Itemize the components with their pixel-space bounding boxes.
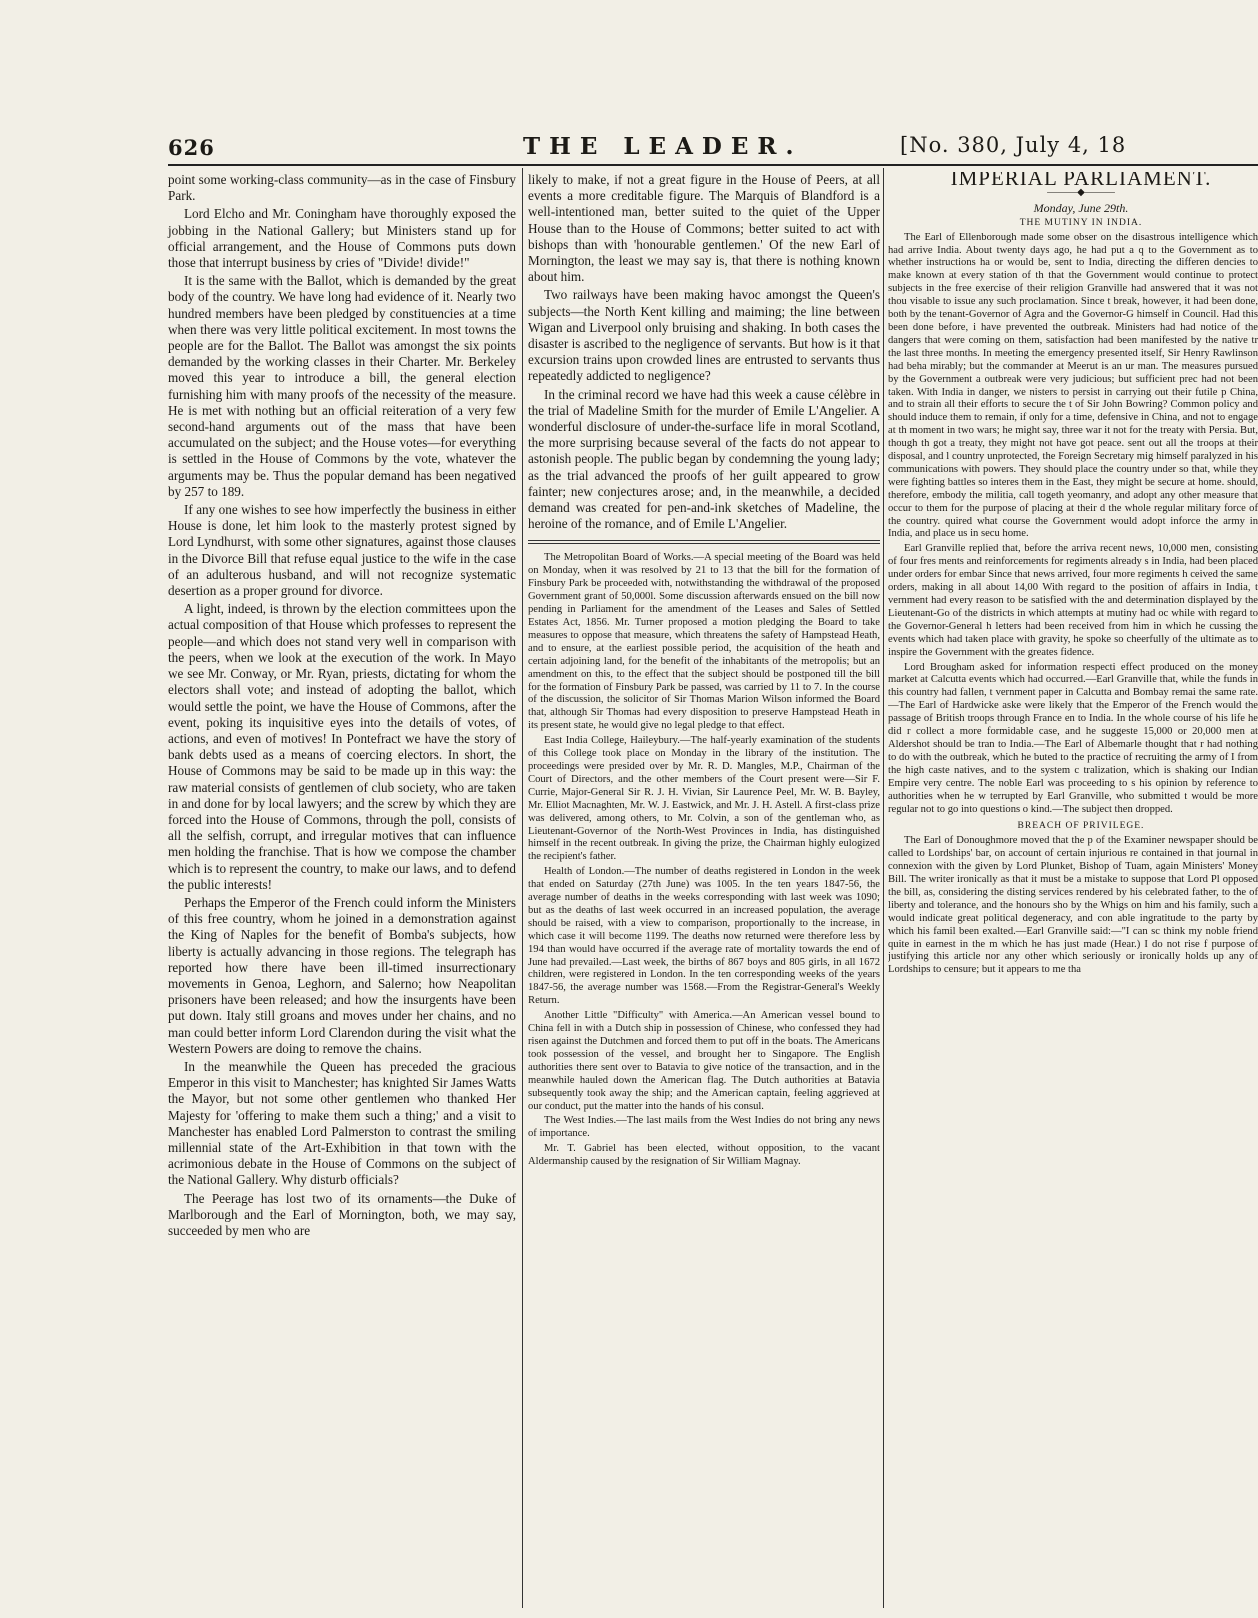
paragraph: point some working-class community—as in the case of Finsbury Park. [168,172,516,204]
news-item: The West Indies.—The last mails from the West Indies do not bring any news of importance. [528,1115,880,1140]
news-item: Another Little "Difficulty" with America.—An American vessel bound to China fell in with a Dutch ship in possession of Chinese, who confessed they had risen against the Dutchmen and forced them to put off in the boats. The Americans took possession of the vessel, and brought her to Singapore. The English authorities there sent over to Batavia to give notice of the transaction, and in the meanwhile hauled down the American flag. The Dutch authorities at Batavia subsequently took away the ship; and the American captain, feeling aggrieved at our conduct, put the matter into the hands of his consul. [528,1010,880,1112]
paragraph: A light, indeed, is thrown by the election committees upon the actual composition of that House which professes to represent the people—and which does not stand very well in comparison with the peers, when we look at the execution of the work. In Mayo we see Mr. Conway, or Mr. Ryan, priests, dictating for whom the electors shall vote; and instead of adopting the ballot, which would settle the point, we have the House of Commons, after the event, poking its inquisitive eyes into the details of votes, of actions, and even of motives! In Pontefract we have the story of bank debts used as a means of coercing electors. In short, the House of Commons may be said to be made up in this way: the raw material consists of gentlemen of club society, who are taken in and done for by local lawyers; and the screw by which they are forced into the House of Commons, through the poll, consists of all the selfish, corrupt, and irregular motives that can influence men holding the franchise. That is how we compose the chamber which is to represent the country, to make our laws, and to defend the public interests! [168,601,516,892]
news-item: East India College, Haileybury.—The half-yearly examination of the students of this College took place on Monday in the library of the institution. The proceedings were presided over by Mr. R. D. Mangles, M.P., Chairman of the Court of Directors, and the other members of the Court present were—Sir F. Currie, Major-General Sir R. J. H. Vivian, Sir Laurence Peel, Mr. W. B. Bayley, Mr. Elliot Macnaghten, Mr. W. J. Eastwick, and Mr. J. H. Astell. A first-class prize was delivered, among others, to Mr. Colvin, a son of the gentleman who, as Lieutenant-Governor of the North-West Provinces in India, has distinguished himself in the recent outbreak. In giving the prize, the Chairman highly eulogized the recipient's father. [528,735,880,863]
issue-info: [No. 380, July 4, 18 [900,133,1127,157]
paragraph: The Earl of Ellenborough made some obser on the disastrous intelligence which had arrive India. About twenty days ago, he had put a q to the Government as to whether instructions ha or would be, sent to India, directing the differen dencies to make known at every station of th that the Government would continue to protect subjects in the free exercise of their religion Granville had answered that it was not thou visable to issue any such proclamation. Since t break, however, it had been done, both by the tenant-Governor of Agra and the Governor-G himself in Council. Had this been done before, i have prevented the outbreak. Ministers had had notice of the dangers that were coming on them, satisfaction had been manifested by the native tr the last three months. In meeting the emergency presented itself, Sir Henry Rawlinson had beha mirably; but the commander at Meerut is an ur man. The measures pursued by the Government a outbreak were very judicious; but sufficient prec had not been taken. With India in danger, we nisters to persist in carrying out their futile p China, and to strain all their efforts to secure the t of Sir John Bowring? Common policy and should induce them to remain, if only for a time, defensive in China, and not to engage at th moment in two wars; he might say, three war it not for the treaty with Persia. But, though th got a treaty, they might not have got peace. sent out all the troops at their disposal, and l country unprotected, the Foreign Secretary mig himself paralyzed in his communications with powers. They should place the country under so that, while they were fighting battles so interes them in the East, they might be secure at home. should, therefore, embody the militia, call togeth yeomanry, and adopt any other measure that occur to them for the purpose of placing at their d the whole regular military force of the country. quired what course the Government would adopt inforce the army in India, and place us in secu home. [888,231,1258,540]
news-notes [528,552,880,1169]
section-subheading: THE MUTINY IN INDIA. [1019,217,1143,228]
news-item: The Metropolitan Board of Works.—A special meeting of the Board was held on Monday, when it was resolved by 21 to 13 that the bill for the formation of Finsbury Park be proceeded with, notwithstanding the withdrawal of the proposed Government grant of 50,000l. Some discussion afterwards ensued on the bill now pending in Parliament for the amendment of the Leases and Sales of Settled Estates Act, 1856. Mr. Turner proposed a motion pledging the Board to take measures to oppose that measure, which threatens the safety of Hampstead Heath, and to ensure, at the earliest possible period, the acquisition of the heath and certain adjoining land, for the benefit of the inhabitants of the metropolis; but an amendment on this, to the effect that the subject should be postponed till the bill for the formation of Finsbury Park be passed, was carried by 11 to 7. In the course of the discussion, the solicitor of Sir Thomas Marion Wilson informed the Board that, although Sir Thomas had every disposition to preserve Hampstead Heath in its present state, he would give no legal pledge to that effect. [528,552,880,732]
paragraph: Lord Elcho and Mr. Coningham have thoroughly exposed the jobbing in the National Gallery; but Ministers stand up for official arrangement, and the House of Commons puts down those that interrupt business by cries of "Divide! divide!" [168,206,516,271]
editorial-continued [528,172,880,532]
paragraph: Lord Brougham asked for information respecti effect produced on the money market at Calcutta events which had occurred.—Earl Granville that, while the funds in this country had fallen, t vernment paper in Calcutta and Bombay remai the same rate.—The Earl of Hardwicke aske were likely that the Emperor of the French would the passage of British troops through France en to India. In the whole course of his life he did r collect a more formidable case, and he suggeste 15,000 or 20,000 men at Aldershot should be tran to India.—The Earl of Albemarle thought that r had nothing to do with the outbreak, which he buted to the practice of recruiting the army of I from the high caste natives, and to the system c tralization, which is shaking our Indian Empire very centre. The noble Earl was proceeding to s his opinion by reference to authorities when he w terrupted by Earl Granville, who submitted t would be more regular not to go into questions o kind.—The subject then dropped. [888,661,1258,815]
masthead: THE LEADER. [523,133,803,160]
paragraph: It is the same with the Ballot, which is demanded by the great body of the country. We have long had evidence of it. Nearly two hundred members have been pledged by constituencies at a time when there was very little political excitement. In most towns the people are for the Ballot. The Ballot was amongst the six points demanded by the working classes in their Charter. Mr. Berkeley moved this year to introduce a bill, the general election furnishing him with many proofs of the necessity of the measure. He is met with nothing but an official reiteration of a very few second-hand arguments out of the mass that have been accumulated on the subject; and the House votes—for everything is settled in the House of Commons by the vote, whatever the arguments may be. Thus the popular demand has been negatived by 257 to 189. [168,273,516,499]
column-middle [528,172,880,1171]
column-divider [883,168,884,1608]
page-header [168,131,1258,165]
paragraph: In the criminal record we have had this week a cause célèbre in the trial of Madeline Smith for the murder of Emile L'Angelier. A wonderful disclosure of under-the-surface life in moral Scotland, the more surprising because several of the facts do not appear to astonish people. The public began by condemning the young lady; as the trial advanced the proofs of her guilt appeared to grow fainter; new conjectures arose; and, in the meanwhile, a decided demand was created for pen-and-ink sketches of Madeline, the heroine of the romance, and of Emile L'Angelier. [528,386,880,532]
column-divider [522,168,523,1608]
paragraph: The Earl of Donoughmore moved that the p of the Examiner newspaper should be called to Lordships' bar, on account of certain injurious re contained in that journal in connexion with the given by Lord Plunket, Bishop of Tuam, again Ministers' Money Bill. The writer ironically as that it must be a mistake to suppose that Lord Pl opposed the bill, as, considering the disting services rendered by his celebrated father, to the of liberty and tolerance, and the honours sho by the Whigs on him and his family, such a would indicate great political degeneracy, and con able ingratitude to the party by which his famil been exalted.—Earl Granville said:—"I can sc think my noble friend quite in earnest in the m which he has just made (Hear.) I do not rise f purpose of justifying this article nor any other which seriously or ironically holds up any of Lordships to censure; but it appears to me tha [888,835,1258,976]
news-item: Mr. T. Gabriel has been elected, without opposition, to the vacant Aldermanship caused by the resignation of Sir William Magnay. [528,1143,880,1168]
section-rule [528,543,880,544]
paragraph: The Peerage has lost two of its ornaments—the Duke of Marlborough and the Earl of Mornington, both, we may say, succeeded by men who are [168,1190,516,1238]
header-rule [168,164,1258,166]
paragraph: Two railways have been making havoc amongst the Queen's subjects—the North Kent killing and maiming; the line between Wigan and Liverpool only bruising and shaking. In both cases the disaster is ascribed to the negligence of servants. But how is it that excursion trains upon crowded lines are entrusted to servants thus repeatedly addicted to negligence? [528,287,880,384]
paragraph: Perhaps the Emperor of the French could inform the Ministers of this free country, whom he joined in a demonstration against the King of Naples for the benefit of Bomba's subjects, how liberty is actually advancing in those regions. The telegraph has reported how there have been ill-timed insurrectionary movements in Genoa, Leghorn, and Salerno; how Neapolitan prisoners have been released; and how the insurgents have been put down. Italy still groans and moves under her chains, and no man could better inform Lord Clarendon during the visit what the Western Powers are doing to remove the chains. [168,894,516,1056]
paragraph: If any one wishes to see how imperfectly the business in either House is done, let him look to the masterly protest signed by Lord Lyndhurst, with some other signatures, against those clauses in the Divorce Bill that refuse equal justice to the wife in the case of an adulterous husband, and will not recognize systematic desertion as a proper ground for divorce. [168,502,516,599]
ornament-divider: ———◆——— [1047,186,1115,198]
column-right [888,172,1258,1612]
page-number: 626 [168,135,215,160]
news-item: Health of London.—The number of deaths registered in London in the week that ended on Saturday (27th June) was 1005. In the ten years 1847-56, the average number of deaths in the weeks corresponding with last week was 1090; but as the deaths of last week occurred in an increased population, the average should be raised, with a view to comparison, proportionally to the increase, in which case it will become 1199. The deaths now returned were therefore less by 194 than would have occurred if the average rate of mortality towards the end of June had prevailed.—Last week, the births of 867 boys and 805 girls, in all 1672 children, were registered in London. In the ten corresponding weeks of the years 1847-56, the average number was 1568.—From the Registrar-General's Weekly Return. [528,866,880,1007]
column-left [168,172,516,1241]
section-rule [528,540,880,541]
paragraph: likely to make, if not a great figure in the House of Peers, at all events a more creditable figure. The Marquis of Blandford is a well-intentioned man, better suited to the quiet of the Upper House than to the House of Commons; better suited to act with bishops than with 'honourable gentlemen.' Of the new Earl of Mornington, the least we may say is, that there is nothing known about him. [528,172,880,285]
section-date: Monday, June 29th. [1033,200,1129,215]
section-subheading: BREACH OF PRIVILEGE. [1017,821,1145,832]
section-title: IMPERIAL PARLIAMENT. [950,172,1212,190]
paragraph: Earl Granville replied that, before the arriva recent news, 10,000 men, consisting of four fres ments and reinforcements for regiments already s in India, had been placed under orders for embar Since that news arrived, four more regiments h ceived the same orders, making in all about 14,00 With regard to the position of affairs in India, t vernment had every reason to be satisfied with the and determination displayed by the Lieutenant-Go of the districts in which attempts at mutiny had oc while with regard to the Governor-General h letters had been received from him in which he cussing the events which had taken place with gravity, he spoke so cheerfully of the ultimate as to inspire the Government with the greates fidence. [888,543,1258,658]
paragraph: In the meanwhile the Queen has preceded the gracious Emperor in this visit to Manchester; has knighted Sir James Watts the Mayor, but not some other gentlemen who thanked Her Majesty for 'offering to make them such a thing;' and a visit to Manchester has enabled Lord Palmerston to contrast the smiling millennial state of the Art-Exhibition in that town with the acrimonious debate in the House of Commons on the subject of the National Gallery. Why disturb officials? [168,1058,516,1188]
